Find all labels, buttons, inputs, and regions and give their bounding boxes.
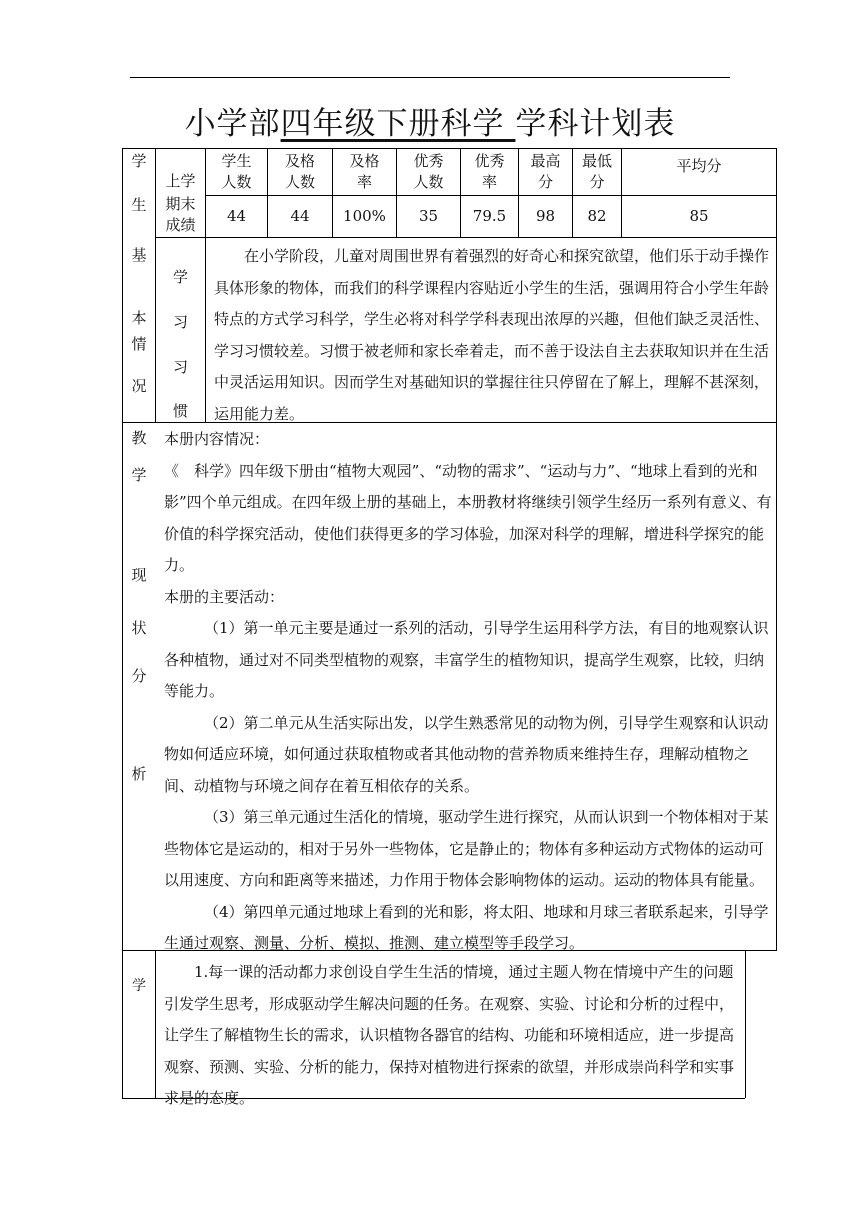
label-learning: 学 (132, 978, 146, 994)
value-excellent-rate: 79.5 (472, 207, 507, 225)
value-student-count: 44 (226, 207, 247, 225)
value-pass-count: 44 (290, 207, 310, 225)
value-excellent-count: 35 (418, 207, 439, 225)
header-pass-count: 及格 人数 (284, 152, 315, 191)
teaching-analysis (164, 424, 773, 960)
activity-item: （1）第一单元主要是通过一系列的活动，引导学生运用科学方法，有目的地观察认识各种植物，通过对不同类型植物的观察，丰富学生的植物知识，提高学生观察，比较，归纳等能力。 (164, 619, 769, 700)
label-teaching-status: 教 学 现 状 分 析 (131, 429, 147, 783)
header-lowest-score: 最低 分 (581, 152, 612, 191)
label-last-term-scores: 上学 期末 成绩 (165, 172, 196, 234)
value-highest-score: 98 (535, 207, 556, 225)
title-subject: 四年级下册科学 (280, 106, 516, 142)
content-heading: 本册内容情况： (164, 430, 270, 448)
value-pass-rate: 100% (343, 207, 386, 225)
header-pass-rate: 及格 率 (349, 152, 380, 191)
page-title (0, 104, 860, 144)
value-lowest-score: 82 (587, 207, 607, 225)
header-average-score: 平均分 (676, 157, 722, 175)
value-average-score: 85 (689, 207, 709, 225)
header-excellent-count: 优秀 人数 (413, 152, 444, 191)
activity-item: （2）第二单元从生活实际出发，以学生熟悉常见的动物为例，引导学生观察和认识动物如何适应环境，如何通过获取植物或者其他动物的营养物质来维持生存，理解动植物之间、动植物与环境之间存在着互相依存的关系。 (164, 713, 769, 795)
title-suffix: 学科计划表 (515, 106, 676, 142)
title-prefix: 小学部 (184, 106, 281, 142)
activities-heading: 本册的主要活动： (164, 587, 285, 606)
content-text: 《 科学》四年级下册由“植物大观园”、“动物的需求”、“运动与力”、“地球上看到的光和影”四个单元组成。在四年级上册的基础上，本册教材将继续引领学生经历一系列有意义、有价值的科学探究活动，使他们获得更多的学习体验，加深对科学的理解，增进科学探究的能力。 (164, 461, 772, 574)
header-highest-score: 最高 分 (530, 152, 561, 191)
learning-text: 1.每一课的活动都力求创设自学生生活的情境，通过主题人物在情境中产生的问题引发学生思考，形成驱动学生解决问题的任务。在观察、实验、讨论和分析的过程中，让学生了解植物生长的需求，认识植物各器官的结构、功能和环境相适应，进一步提高观察、预测、实验、分析的能力，保持对植物进行探索的欲望，并形成崇尚科学和实事求是的态度。 (164, 963, 735, 1107)
header-rule (130, 77, 730, 78)
activity-item: （4）第四单元通过地球上看到的光和影，将太阳、地球和月球三者联系起来，引导学生通过观察、测量、分析、模拟、推测、建立模型等手段学习。 (164, 902, 769, 952)
activity-item: （3）第三单元通过生活化的情境，驱动学生进行探究，从而认识到一个物体相对于某些物体它是运动的，相对于另外一些物体，它是静止的；物体有多种运动方式物体的运动可以用速度、方向和距离等来描述，力作用于物体会影响物体的运动。运动的物体具有能量。 (164, 808, 769, 889)
label-student-basic: 学 生 基 本 情 况 (131, 152, 147, 395)
study-habits-text: 在小学阶段，儿童对周围世界有着强烈的好奇心和探究欲望，他们乐于动手操作具体形象的物体，而我们的科学课程内容贴近小学生的生活，强调用符合小学生年龄特点的方式学习科学，学生必将对科学学科表现出浓厚的兴趣，但他们缺乏灵活性、学习习惯较差。习惯于被老师和家长牵着走，而不善于设法自主去获取知识并在生活中灵活运用知识。因而学生对基础知识的掌握往往只停留在了解上，理解不甚深刻，运用能力差。 (214, 247, 770, 423)
header-excellent-rate: 优秀 率 (474, 152, 505, 191)
label-study-habits: 学 习 习 惯 (172, 268, 188, 420)
header-student-count: 学生 人数 (221, 152, 252, 191)
